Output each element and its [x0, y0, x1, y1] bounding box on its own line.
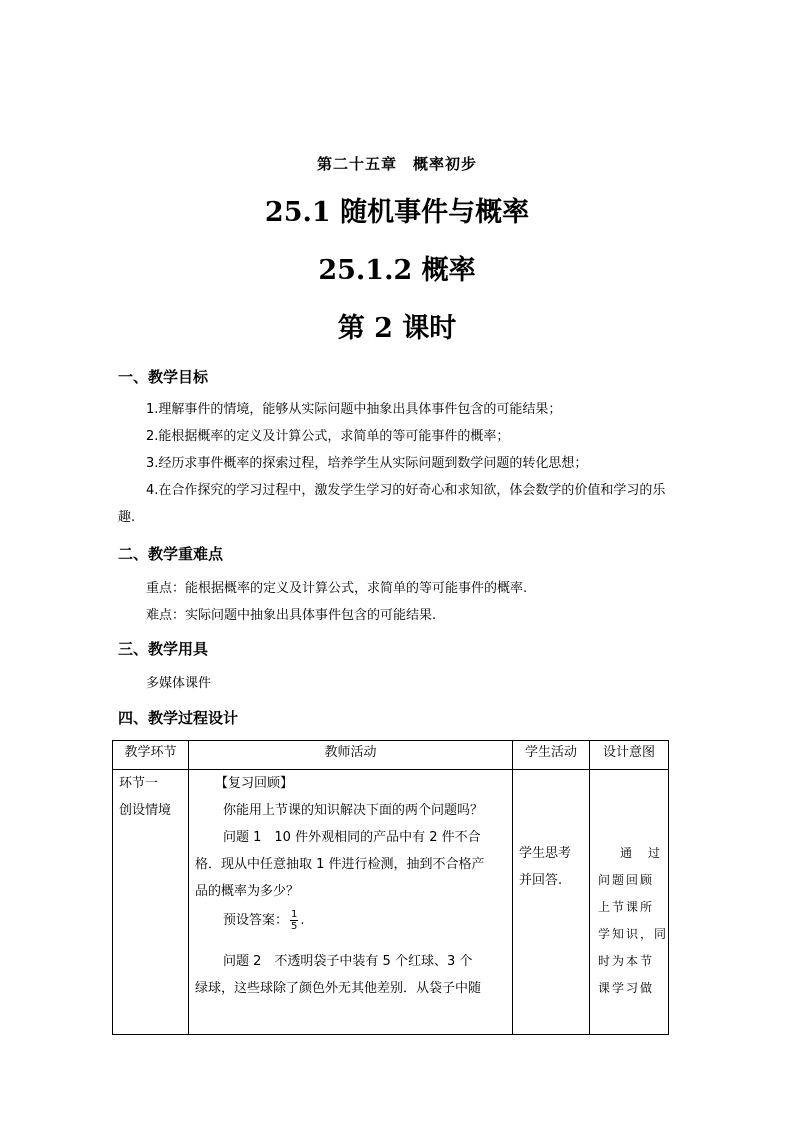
intent-line-3: 上节课所	[598, 900, 655, 914]
process-table	[112, 740, 669, 1035]
goal-item-1: 1.理解事件的情境，能够从实际问题中抽象出具体事件包含的可能结果；	[146, 402, 562, 417]
answer-fraction	[290, 909, 298, 932]
student-line-1: 学生思考	[519, 846, 572, 861]
difficult-point: 难点：实际问题中抽象出具体事件包含的可能结果.	[146, 608, 437, 623]
student-cell	[513, 770, 590, 1035]
teacher-line-6: 预设答案： $\frac{1}{5}$ .	[223, 909, 305, 932]
heading-key-points: 二、教学重难点	[118, 545, 224, 563]
table-row	[113, 770, 669, 1035]
fraction-numerator: 1	[291, 909, 298, 920]
teacher-line-2: 你能用上节课的知识解决下面的两个问题吗？	[223, 803, 484, 818]
teaching-tool: 多媒体课件	[146, 676, 212, 691]
intent-line-4: 学知识，同	[598, 927, 668, 941]
section-title: 25.1 随机事件与概率	[264, 197, 530, 228]
fraction-denominator: 5	[291, 921, 298, 932]
heading-teaching-goals: 一、教学目标	[118, 368, 209, 386]
stage-line-2: 创设情境	[119, 803, 172, 818]
heading-process-design: 四、教学过程设计	[118, 709, 239, 727]
stage-cell	[113, 770, 189, 1035]
goal-item-2: 2.能根据概率的定义及计算公式，求简单的等可能事件的概率；	[146, 429, 510, 444]
teacher-line-7: 问题 2 不透明袋子中装有 5 个红球、3 个	[223, 954, 473, 969]
goal-item-4: 4.在合作探究的学习过程中，激发学生学习的好奇心和求知欲，体会数学的价值和学习的乐趣.	[118, 483, 666, 525]
goal-item-3: 3.经历求事件概率的探索过程，培养学生从实际问题到数学问题的转化思想；	[146, 456, 588, 471]
intent-line-6: 课学习做	[598, 981, 655, 995]
intent-cell	[590, 770, 669, 1035]
key-point: 重点：能根据概率的定义及计算公式，求简单的等可能事件的概率.	[146, 581, 528, 596]
header-stage: 教学环节	[113, 741, 189, 770]
header-intent: 设计意图	[590, 741, 669, 770]
intent-line-2: 问题回顾	[598, 873, 655, 887]
teacher-line-8: 绿球，这些球除了颜色外无其他差别．从袋子中随	[195, 981, 482, 996]
header-student: 学生活动	[513, 741, 590, 770]
teacher-line-1: 【复习回顾】	[215, 776, 294, 791]
heading-teaching-tools: 三、教学用具	[118, 640, 209, 658]
teacher-cell	[189, 770, 513, 1035]
teacher-line-4: 格．现从中任意抽取 1 件进行检测，抽到不合格产	[195, 857, 485, 872]
stage-line-1: 环节一	[119, 776, 159, 791]
student-line-2: 并回答.	[519, 873, 563, 888]
chapter-title: 第二十五章 概率初步	[316, 155, 477, 173]
intent-line-5: 时为本节	[598, 954, 655, 968]
teacher-line-5: 品的概率为多少？	[195, 884, 300, 899]
teacher-line-3: 问题 1 10 件外观相同的产品中有 2 件不合	[223, 830, 481, 845]
lesson-title: 第 2 课时	[337, 313, 457, 344]
answer-label: 预设答案：	[223, 913, 289, 928]
intent-line-1: 通 过	[620, 846, 663, 860]
table-header-row	[113, 741, 669, 770]
subsection-title: 25.1.2 概率	[318, 255, 476, 286]
header-teacher: 教师活动	[189, 741, 513, 770]
